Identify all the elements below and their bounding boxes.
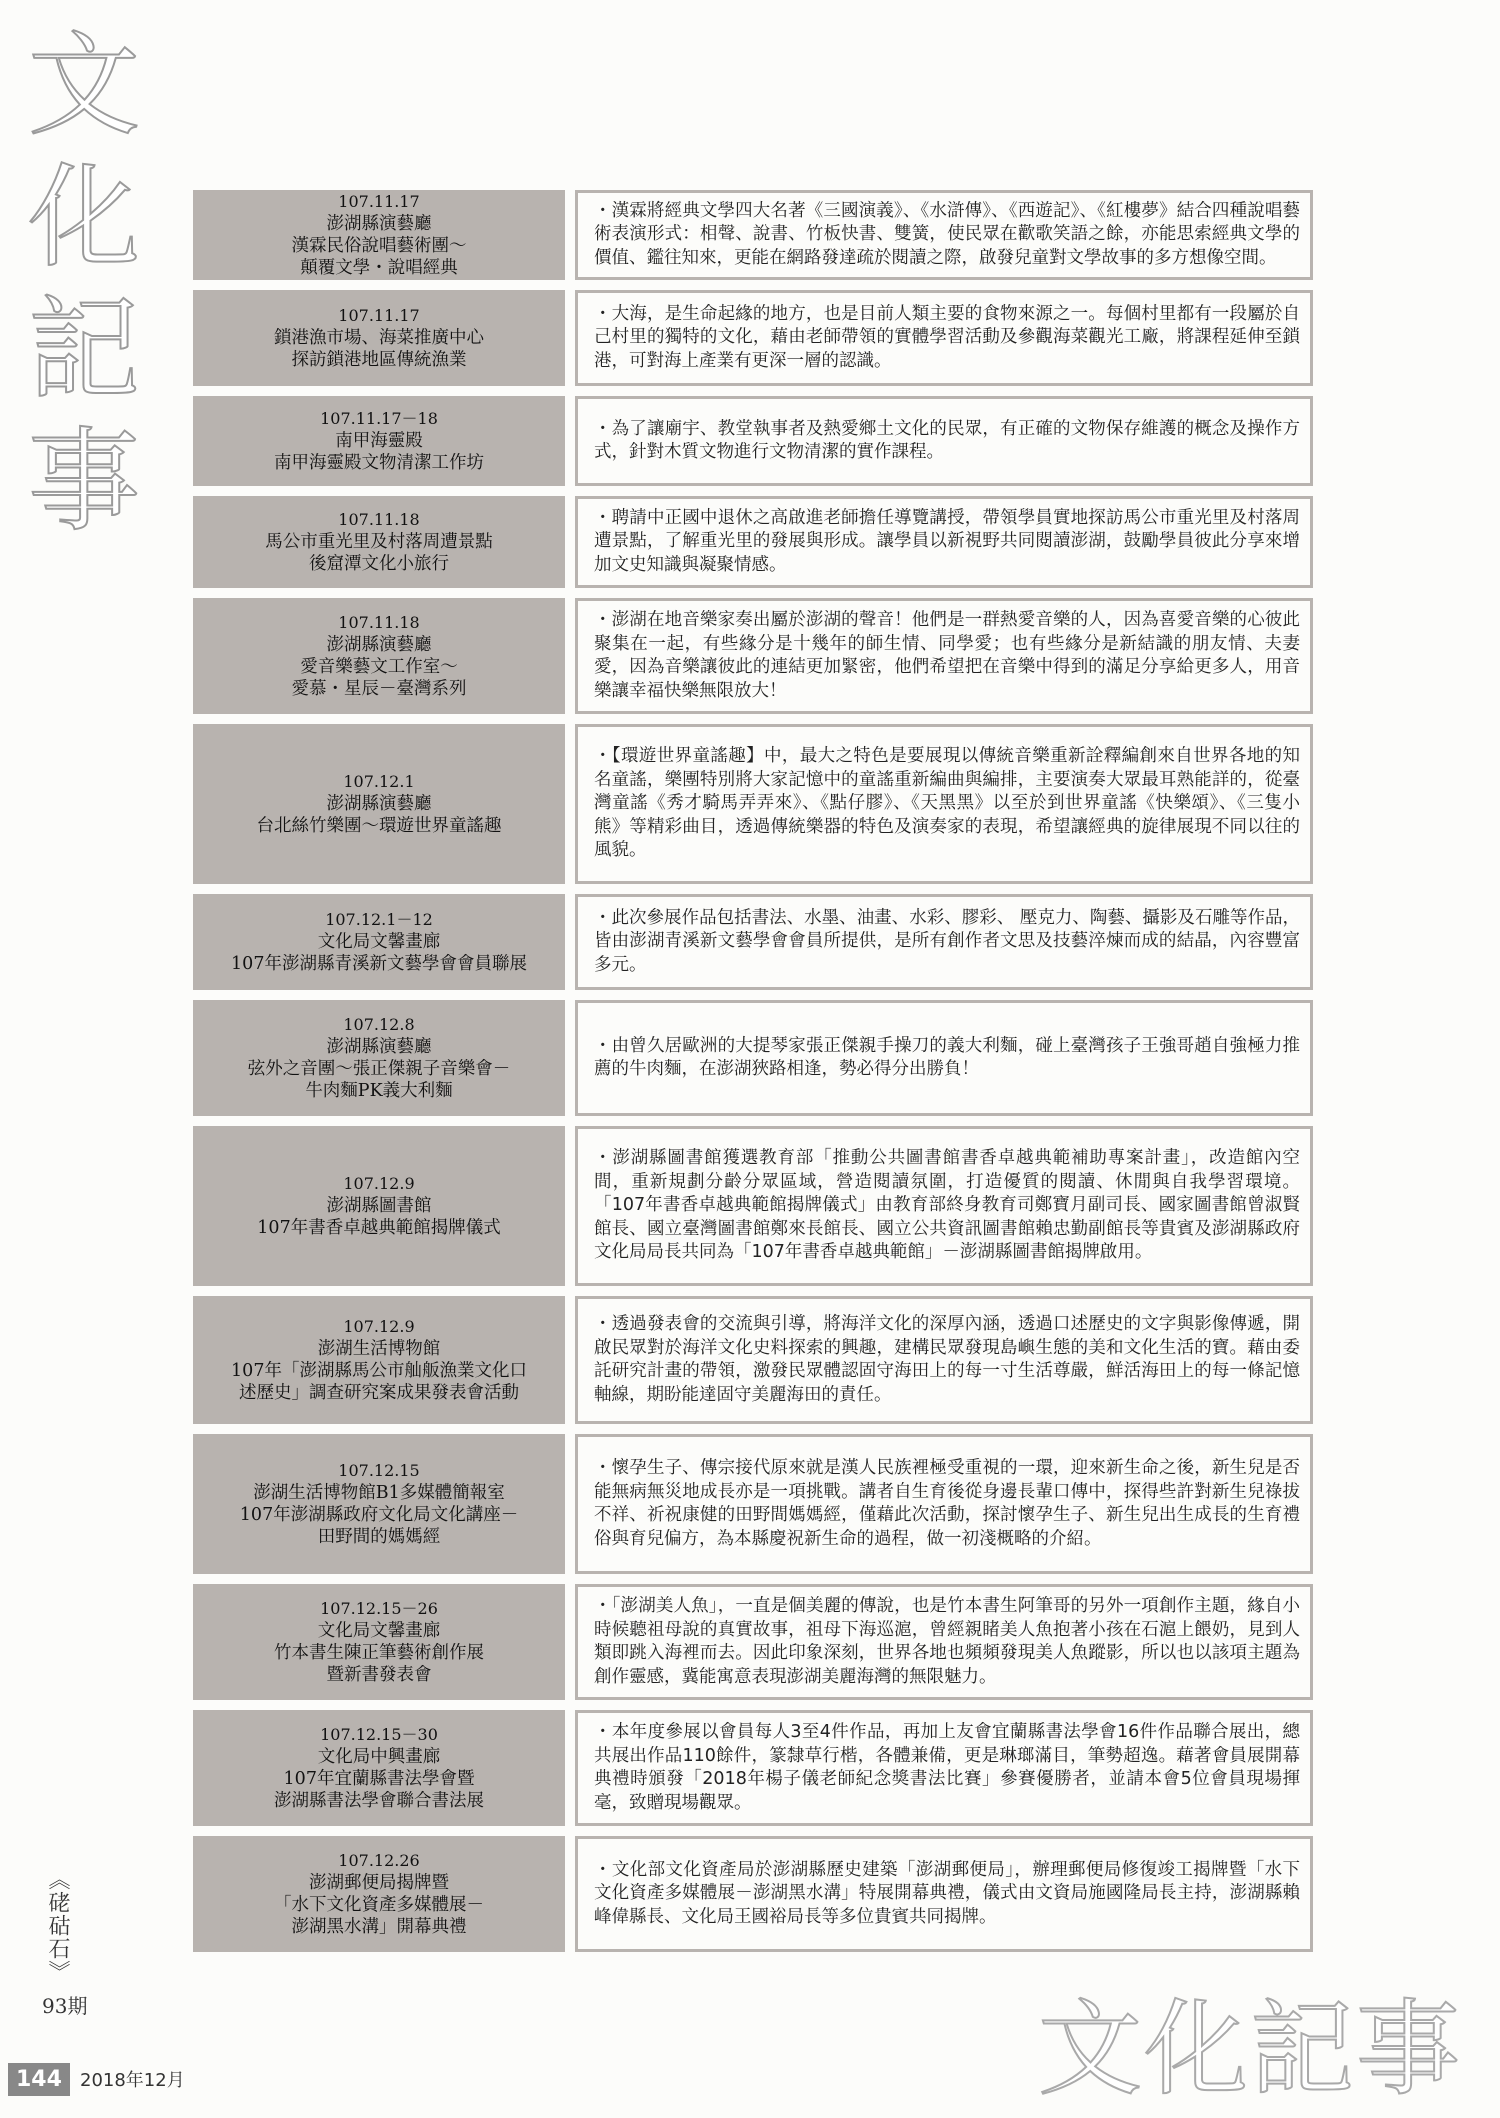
event-description: ・聘請中正國中退休之高啟進老師擔任導覽講授，帶領學員實地探訪馬公市重光里及村落周遭景點，了解重光里的發展與形成。讓學員以新視野共同閱讀澎湖，鼓勵學員彼此分享來增加文史知識與凝聚情感。 <box>594 507 1300 575</box>
event-title-line: 澎湖黑水溝」開幕典禮 <box>291 1917 467 1937</box>
event-date: 107.11.17 <box>338 192 420 211</box>
event-description-box <box>575 598 1313 714</box>
event-title-line: 澎湖縣演藝廳 <box>326 635 432 655</box>
event-description: ・由曾久居歐洲的大提琴家張正傑親手操刀的義大利麵，碰上臺灣孩子王強哥趙自強極力推薦的牛肉麵，在澎湖狹路相逢，勢必得分出勝負！ <box>594 1035 1300 1079</box>
events-table <box>193 190 1313 1962</box>
event-description-box <box>575 290 1313 386</box>
event-row <box>193 190 1313 280</box>
event-title-line: 愛音樂藝文工作室～ <box>300 657 458 677</box>
event-date: 107.12.15 <box>338 1461 420 1480</box>
event-description: ・【環遊世界童謠趣】中，最大之特色是要展現以傳統音樂重新詮釋編創來自世界各地的知名童謠，樂團特別將大家記憶中的童謠重新編曲與編排，主要演奏大眾最耳熟能詳的，從臺灣童謠《秀才騎馬弄弄來》、《點仔膠》、《天黑黑》以至於到世界童謠《快樂頌》、《三隻小熊》等精彩曲目，透過傳統樂器的特色及演奏家的表現，希望讓經典的旋律展現不同以往的風貌。 <box>594 746 1300 861</box>
event-row <box>193 1710 1313 1826</box>
event-info <box>193 396 565 486</box>
event-title-line: 文化局中興畫廊 <box>317 1747 441 1767</box>
side-title-char-4: 事 <box>28 417 140 547</box>
event-date: 107.12.15－26 <box>320 1599 438 1618</box>
event-title-line: 107年書香卓越典範館揭牌儀式 <box>257 1218 501 1238</box>
event-info <box>193 598 565 714</box>
event-title-line: 澎湖縣演藝廳 <box>326 1037 432 1057</box>
event-title-line: 「水下文化資產多媒體展－ <box>274 1895 484 1915</box>
event-description: ・本年度參展以會員每人3至4件作品，再加上友會宜蘭縣書法學會16件作品聯合展出，總共展出作品110餘件，篆隸草行楷，各體兼備，更是琳瑯滿目，筆勢超逸。藉著會員展開幕典禮時頒發「2018年楊子儀老師紀念獎書法比賽」參賽優勝者，並請本會5位會員現場揮毫，致贈現場觀眾。 <box>594 1722 1300 1813</box>
event-title-line: 南甲海靈殿文物清潔工作坊 <box>274 453 484 473</box>
event-info <box>193 1584 565 1700</box>
event-title-line: 澎湖郵便局揭牌暨 <box>309 1873 449 1893</box>
event-row <box>193 396 1313 486</box>
event-description: ・透過發表會的交流與引導，將海洋文化的深厚內涵，透過口述歷史的文字與影像傳遞，開啟民眾對於海洋文化史料探索的興趣，建構民眾發現島嶼生態的美和文化生活的寶。藉由委託研究計畫的帶領，激發民眾體認固守海田上的每一寸生活尊嚴，鮮活海田上的每一條記憶軸線，期盼能達固守美麗海田的責任。 <box>594 1314 1300 1405</box>
event-title-line: 述歷史」調查研究案成果發表會活動 <box>239 1383 519 1403</box>
event-date: 107.12.26 <box>338 1851 420 1870</box>
event-description-box <box>575 1836 1313 1952</box>
event-info <box>193 1836 565 1952</box>
event-row <box>193 1836 1313 1952</box>
event-info <box>193 1710 565 1826</box>
event-description-box <box>575 190 1313 280</box>
event-description: ・漢霖將經典文學四大名著《三國演義》、《水滸傳》、《西遊記》、《紅樓夢》結合四種說唱藝術表演形式：相聲、說書、竹板快書、雙簧，使民眾在歡歌笑語之餘，亦能思索經典文學的價值、鑑往知來，更能在網路發達疏於閱讀之際，啟發兒童對文學故事的多方想像空間。 <box>594 200 1300 268</box>
event-date: 107.12.15－30 <box>320 1725 438 1744</box>
event-row <box>193 496 1313 588</box>
event-description-box <box>575 1584 1313 1700</box>
event-row <box>193 290 1313 386</box>
event-title-line: 田野間的媽媽經 <box>317 1527 441 1547</box>
event-info <box>193 496 565 588</box>
event-description-box <box>575 1710 1313 1826</box>
event-date: 107.11.17 <box>338 306 420 325</box>
event-title-line: 馬公市重光里及村落周遭景點 <box>265 532 493 552</box>
event-info <box>193 1434 565 1574</box>
event-description: ・文化部文化資產局於澎湖縣歷史建築「澎湖郵便局」，辦理郵便局修復竣工揭牌暨「水下文化資產多媒體展－澎湖黑水溝」特展開幕典禮，儀式由文資局施國隆局長主持，澎湖縣賴峰偉縣長、文化局王國裕局長等多位貴賓共同揭牌。 <box>594 1859 1300 1927</box>
event-title-line: 顛覆文學・說唱經典 <box>300 258 458 278</box>
event-title-line: 澎湖生活博物館B1多媒體簡報室 <box>253 1483 505 1503</box>
event-row <box>193 1126 1313 1286</box>
event-description: ・為了讓廟宇、教堂執事者及熱愛鄉土文化的民眾，有正確的文物保存維護的概念及操作方式，針對木質文物進行文物清潔的實作課程。 <box>594 418 1300 462</box>
issue-number: 93期 <box>42 1994 88 2018</box>
event-description-box <box>575 894 1313 990</box>
issue-date: 2018年12月 <box>80 2070 185 2091</box>
event-info <box>193 1000 565 1116</box>
event-info <box>193 1126 565 1286</box>
event-title-line: 澎湖縣演藝廳 <box>326 794 432 814</box>
event-info <box>193 1296 565 1424</box>
event-title-line: 後窟潭文化小旅行 <box>309 554 449 574</box>
event-info <box>193 724 565 884</box>
event-date: 107.11.17－18 <box>320 409 438 428</box>
event-info <box>193 894 565 990</box>
event-description: ・大海，是生命起緣的地方，也是目前人類主要的食物來源之一。每個村里都有一段屬於自己村里的獨特的文化，藉由老師帶領的實體學習活動及參觀海菜觀光工廠，將課程延伸至鎖港，可對海上產業有更深一層的認識。 <box>594 303 1300 371</box>
event-row <box>193 1434 1313 1574</box>
event-title-line: 澎湖生活博物館 <box>317 1339 441 1359</box>
event-title-line: 澎湖縣圖書館 <box>326 1196 432 1216</box>
event-row <box>193 724 1313 884</box>
event-description: ・澎湖在地音樂家奏出屬於澎湖的聲音！他們是一群熱愛音樂的人，因為喜愛音樂的心彼此聚集在一起，有些緣分是十幾年的師生情、同學愛；也有些緣分是新結識的朋友情、夫妻愛，因為音樂讓彼此的連結更加緊密，他們希望把在音樂中得到的滿足分享給更多人，用音樂讓幸福快樂無限放大！ <box>594 610 1300 701</box>
event-title-line: 愛慕・星辰－臺灣系列 <box>291 679 467 699</box>
event-info <box>193 290 565 386</box>
event-description: ・此次參展作品包括書法、水墨、油畫、水彩、膠彩、 壓克力、陶藝、攝影及石雕等作品，皆由澎湖青溪新文藝學會會員所提供，是所有創作者文思及技藝淬煉而成的結晶，內容豐富多元。 <box>594 907 1300 975</box>
event-description: ・澎湖縣圖書館獲選教育部「推動公共圖書館書香卓越典範補助專案計畫」，改造館內空間，重新規劃分齡分眾區域，營造閱讀氛圍，打造優質的閱讀、休閒與自我學習環境。「107年書香卓越典範館揭牌儀式」由教育部終身教育司鄭寶月副司長、國家圖書館曾淑賢館長、國立臺灣圖書館鄭來長館長、國立公共資訊圖書館賴忠勤副館長等貴賓及澎湖縣政府文化局局長共同為「107年書香卓越典範館」－澎湖縣圖書館揭牌啟用。 <box>594 1148 1300 1263</box>
event-title-line: 107年澎湖縣政府文化局文化講座－ <box>239 1505 519 1525</box>
event-description: ・「澎湖美人魚」，一直是個美麗的傳說，也是竹本書生阿筆哥的另外一項創作主題，緣自小時候聽祖母說的真實故事，祖母下海巡滬，曾經親睹美人魚抱著小孩在石滬上餵奶，見到人類即跳入海裡而去。因此印象深刻，世界各地也頻頻發現美人魚蹤影，所以也以該項主題為創作靈感，冀能寓意表現澎湖美麗海灣的無限魅力。 <box>594 1596 1300 1687</box>
side-section-title <box>28 20 138 548</box>
event-date: 107.12.1－12 <box>325 910 433 929</box>
event-title-line: 探訪鎖港地區傳統漁業 <box>291 350 467 370</box>
event-title-line: 台北絲竹樂團～環遊世界童謠趣 <box>256 816 502 836</box>
event-description-box <box>575 1000 1313 1116</box>
event-title-line: 107年「澎湖縣馬公市舢舨漁業文化口 <box>231 1361 527 1381</box>
event-description-box <box>575 1126 1313 1286</box>
event-description-box <box>575 496 1313 588</box>
event-title-line: 澎湖縣演藝廳 <box>326 214 432 234</box>
side-title-char-2: 化 <box>28 153 140 283</box>
event-row <box>193 894 1313 990</box>
event-description-box <box>575 396 1313 486</box>
event-title-line: 暨新書發表會 <box>326 1665 432 1685</box>
event-date: 107.11.18 <box>338 510 420 529</box>
footer-section-title: 文化記事 <box>1037 1988 1462 2110</box>
event-date: 107.12.9 <box>343 1174 415 1193</box>
side-title-char-1: 文 <box>28 21 140 151</box>
event-date: 107.12.9 <box>343 1317 415 1336</box>
event-description: ・懷孕生子、傳宗接代原來就是漢人民族裡極受重視的一環，迎來新生命之後，新生兒是否能無病無災地成長亦是一項挑戰。講者自生育後從身邊長輩口傳中，探得些許對新生兒祿拔不祥、祈祝康健的田野間媽媽經，僅藉此次活動，探討懷孕生子、新生兒出生成長的生育禮俗與育兒偏方，為本縣慶祝新生命的過程，做一初淺概略的介紹。 <box>594 1458 1300 1549</box>
event-row <box>193 1584 1313 1700</box>
page-number: 144 <box>8 2063 70 2096</box>
event-title-line: 文化局文馨畫廊 <box>317 932 441 952</box>
event-date: 107.12.8 <box>343 1015 415 1034</box>
event-title-line: 澎湖縣書法學會聯合書法展 <box>274 1791 484 1811</box>
magazine-name: 《硓𥑮石》 <box>45 1868 70 1983</box>
event-row <box>193 1296 1313 1424</box>
event-title-line: 107年澎湖縣青溪新文藝學會會員聯展 <box>231 954 527 974</box>
event-description-box <box>575 1434 1313 1574</box>
event-title-line: 鎖港漁市場、海菜推廣中心 <box>274 328 484 348</box>
event-title-line: 漢霖民俗說唱藝術團～ <box>291 236 467 256</box>
event-title-line: 南甲海靈殿 <box>335 431 423 451</box>
event-description-box <box>575 1296 1313 1424</box>
event-description-box <box>575 724 1313 884</box>
event-row <box>193 598 1313 714</box>
event-info <box>193 190 565 280</box>
event-title-line: 竹本書生陳正筆藝術創作展 <box>274 1643 484 1663</box>
side-title-char-3: 記 <box>28 285 140 415</box>
event-row <box>193 1000 1313 1116</box>
event-title-line: 文化局文馨畫廊 <box>317 1621 441 1641</box>
event-date: 107.12.1 <box>343 772 415 791</box>
event-date: 107.11.18 <box>338 613 420 632</box>
event-title-line: 牛肉麵PK義大利麵 <box>305 1081 453 1101</box>
event-title-line: 弦外之音團～張正傑親子音樂會－ <box>247 1059 511 1079</box>
event-title-line: 107年宜蘭縣書法學會暨 <box>283 1769 475 1789</box>
